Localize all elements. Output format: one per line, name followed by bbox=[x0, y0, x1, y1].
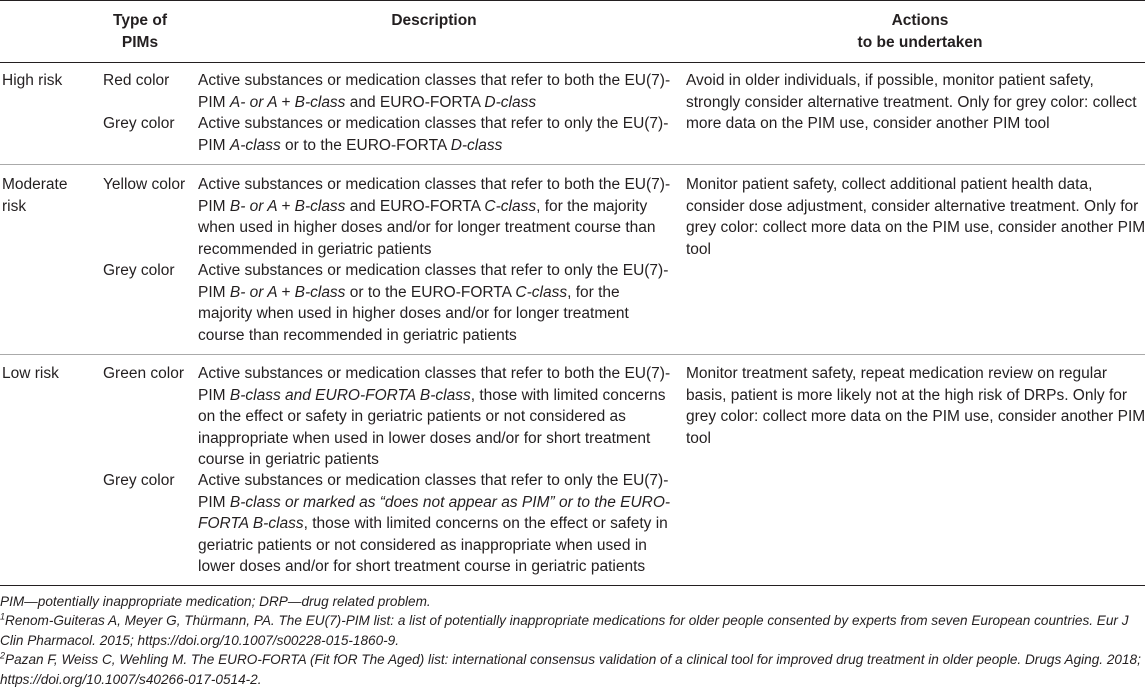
description-cell: Active substances or medication classes that refer to only the EU(7)-PIM B-class or marked as “does not appear as PIM” or to the EURO-FORTA B-class, those with limited concerns on the effect or safety in geriatric patients or not considered as inappropriate when used in lower doses and/or for short treatment course in geriatric patients bbox=[198, 472, 671, 576]
header-actions: Actions to be undertaken bbox=[857, 12, 983, 51]
color-label: Grey color bbox=[103, 115, 175, 132]
description-cell: Active substances or medication classes that refer to both the EU(7)-PIM B- or A + B-class and EURO-FORTA C-class, for the majority when used in higher doses and/or for longer treatment course than recommended in geriatric patients bbox=[198, 176, 671, 258]
actions-cell: Monitor treatment safety, repeat medication review on regular basis, patient is more likely not at the high risk of DRPs. Only for grey color: collect more data on the PIM use, consider another PIM tool bbox=[686, 365, 1145, 447]
footnote-text: Pazan F, Weiss C, Wehling M. The EURO-FORTA (Fit fOR The Aged) list: international consensus validation of a clinical tool for improved drug treatment in older people. Drugs Aging. 2018; https://doi.org/10.1007/s40266-017-0514-2. bbox=[0, 652, 1141, 687]
color-label: Yellow color bbox=[103, 176, 186, 193]
top-rule bbox=[0, 0, 1145, 1]
header-description: Description bbox=[391, 12, 477, 29]
footnote-abbreviations: PIM—potentially inappropriate medication; DRP—drug related problem. bbox=[0, 594, 431, 609]
header-type: Type of PIMs bbox=[113, 12, 167, 51]
description-cell: Active substances or medication classes that refer to both the EU(7)-PIM A- or A + B-class and EURO-FORTA D-class bbox=[198, 72, 671, 111]
risk-label: Low risk bbox=[2, 365, 59, 382]
color-label: Green color bbox=[103, 365, 184, 382]
risk-label: Moderate risk bbox=[2, 176, 68, 215]
header-rule bbox=[0, 62, 1145, 63]
row-divider bbox=[0, 164, 1145, 165]
footnote-marker: 2 bbox=[0, 650, 6, 661]
footnote-text: Renom-Guiteras A, Meyer G, Thürmann, PA. The EU(7)-PIM list: a list of potentially inappropriate medications for older people consented by experts from seven European countries. Eur J Clin Pharmacol. 2015; https://doi.org/10.1007/s00228-015-1860-9. bbox=[0, 613, 1129, 648]
risk-label: High risk bbox=[2, 72, 63, 89]
row-divider bbox=[0, 354, 1145, 355]
color-label: Grey color bbox=[103, 472, 175, 489]
actions-cell: Monitor patient safety, collect additional patient health data, consider dose adjustment, consider alternative treatment. Only for grey color: collect more data on the PIM use, consider another PIM tool bbox=[686, 176, 1145, 258]
footnote-2 bbox=[0, 650, 1145, 689]
color-label: Red color bbox=[103, 72, 170, 89]
color-label: Grey color bbox=[103, 262, 175, 279]
bottom-rule bbox=[0, 585, 1145, 586]
footnote-marker: 1 bbox=[0, 611, 6, 622]
actions-cell: Avoid in older individuals, if possible, monitor patient safety, strongly consider alternative treatment. Only for grey color: collect more data on the PIM use, consider another PIM tool bbox=[686, 72, 1137, 133]
description-cell: Active substances or medication classes that refer to only the EU(7)-PIM A-class or to the EURO-FORTA D-class bbox=[198, 115, 669, 154]
footnote-1 bbox=[0, 611, 1145, 650]
description-cell: Active substances or medication classes that refer to only the EU(7)-PIM B- or A + B-class or to the EURO-FORTA C-class, for the majority when used in higher doses and/or for longer treatment course than recommended in geriatric patients bbox=[198, 262, 669, 344]
description-cell: Active substances or medication classes that refer to both the EU(7)-PIM B-class and EURO-FORTA B-class, those with limited concerns on the effect or safety in geriatric patients or not considered as inappropriate when used in lower doses and/or for short treatment course in geriatric patients bbox=[198, 365, 671, 469]
